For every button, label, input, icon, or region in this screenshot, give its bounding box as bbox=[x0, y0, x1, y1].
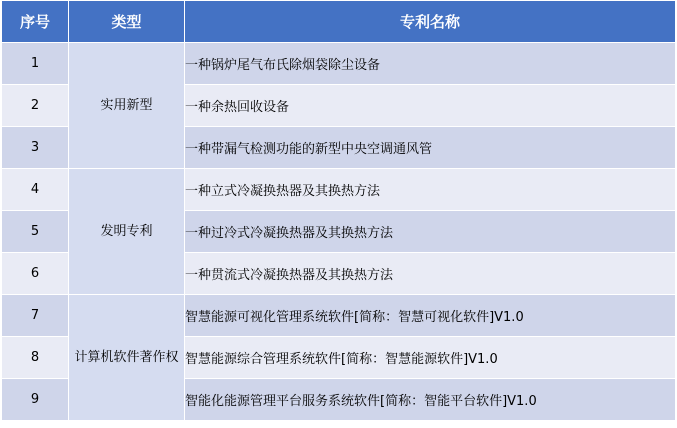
patent-table bbox=[1, 0, 676, 421]
row-number: 7 bbox=[2, 295, 69, 337]
table-row bbox=[2, 43, 676, 85]
type-cell-utility-model: 实用新型 bbox=[69, 43, 185, 169]
patent-name: 智慧能源可视化管理系统软件[简称：智慧可视化软件]V1.0 bbox=[185, 295, 676, 337]
row-number: 2 bbox=[2, 85, 69, 127]
patent-name: 一种立式冷凝换热器及其换热方法 bbox=[185, 169, 676, 211]
table-header-row bbox=[2, 1, 676, 43]
row-number: 8 bbox=[2, 337, 69, 379]
row-number: 3 bbox=[2, 127, 69, 169]
table-row bbox=[2, 169, 676, 211]
patent-name: 智慧能源综合管理系统软件[简称：智慧能源软件]V1.0 bbox=[185, 337, 676, 379]
patent-name: 一种贯流式冷凝换热器及其换热方法 bbox=[185, 253, 676, 295]
row-number: 1 bbox=[2, 43, 69, 85]
header-type: 类型 bbox=[69, 1, 185, 43]
row-number: 5 bbox=[2, 211, 69, 253]
patent-name: 一种带漏气检测功能的新型中央空调通风管 bbox=[185, 127, 676, 169]
header-patent-name: 专利名称 bbox=[185, 1, 676, 43]
patent-name: 一种余热回收设备 bbox=[185, 85, 676, 127]
row-number: 6 bbox=[2, 253, 69, 295]
row-number: 9 bbox=[2, 379, 69, 421]
type-cell-invention-patent: 发明专利 bbox=[69, 169, 185, 295]
patent-name: 智能化能源管理平台服务系统软件[简称：智能平台软件]V1.0 bbox=[185, 379, 676, 421]
row-number: 4 bbox=[2, 169, 69, 211]
table-row bbox=[2, 295, 676, 337]
patent-name: 一种过冷式冷凝换热器及其换热方法 bbox=[185, 211, 676, 253]
type-cell-software-copyright: 计算机软件著作权 bbox=[69, 295, 185, 421]
header-serial-number: 序号 bbox=[2, 1, 69, 43]
patent-name: 一种锅炉尾气布氏除烟袋除尘设备 bbox=[185, 43, 676, 85]
